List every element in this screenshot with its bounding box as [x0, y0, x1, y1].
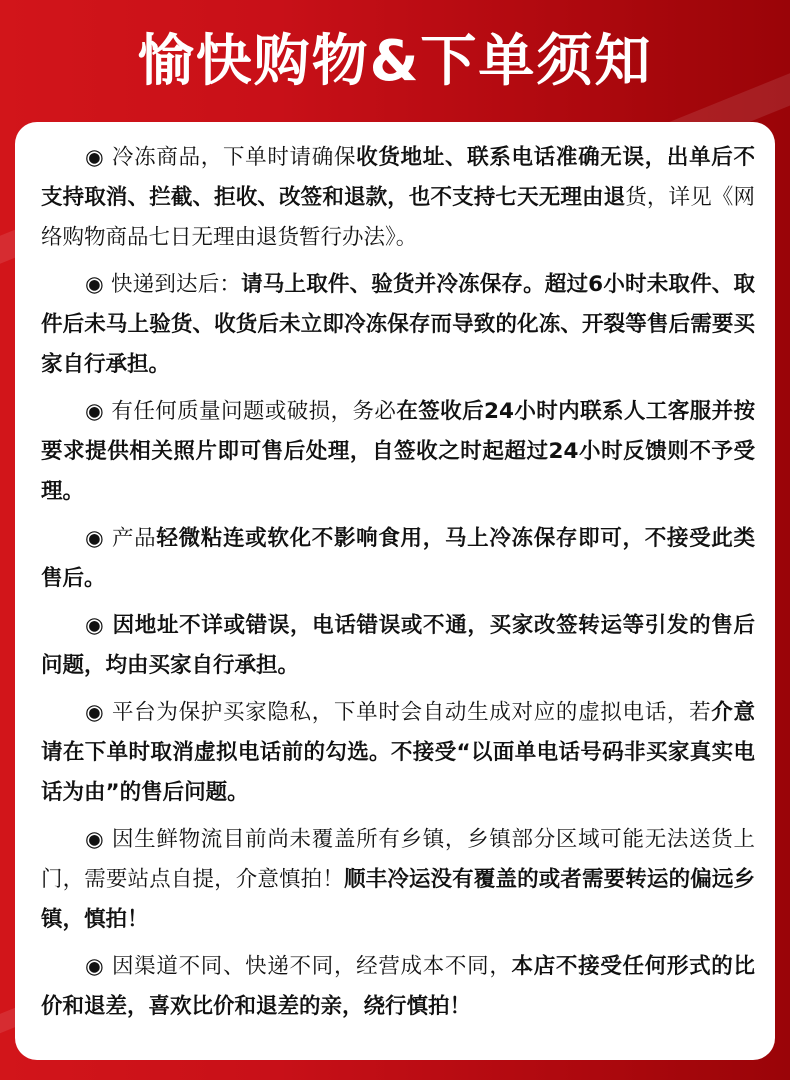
- notice-text: ◉ 因生鲜物流目前尚未覆盖所有乡镇，乡镇部分区域可能无法送货上门，需要站点自提，介意慎拍！: [41, 827, 755, 892]
- notice-emphasis: 在签收后24小时内联系人工客服并按要求提供相关照片即可售后处理，自签收之时起超过24小时反馈则不予受理。: [41, 399, 755, 504]
- notice-emphasis: 介意请在下单时取消虚拟电话前的勾选。不接受“以面单电话号码非买家真实电话为由”的售后问题。: [41, 700, 755, 805]
- notice-item: [41, 138, 755, 258]
- notice-emphasis: 本店不接受任何形式的比价和退差，喜欢比价和退差的亲，绕行慎拍！: [41, 954, 755, 1019]
- notice-item: [41, 392, 755, 512]
- notice-text: ◉ 平台为保护买家隐私，下单时会自动生成对应的虚拟电话，若: [85, 700, 712, 725]
- notice-item: [41, 519, 755, 599]
- notice-emphasis: 请马上取件、验货并冷冻保存。超过6小时未取件、取件后未马上验货、收货后未立即冷冻保存而导致的化冻、开裂等售后需要买家自行承担。: [41, 272, 755, 377]
- page-title: 愉快购物&下单须知: [137, 29, 653, 94]
- notice-text: 货，详见《网络购物商品七日无理由退货暂行办法》。: [41, 185, 755, 250]
- notice-emphasis: 轻微粘连或软化不影响食用，马上冷冻保存即可，不接受此类售后。: [41, 526, 755, 591]
- notice-emphasis: 收货地址、联系电话准确无误，出单后不支持取消、拦截、拒收、改签和退款，也不支持七天无理由退: [41, 145, 755, 210]
- notice-text: ◉ 快递到达后：: [85, 272, 242, 297]
- notice-text: ◉ 因渠道不同、快递不同，经营成本不同，: [85, 954, 512, 979]
- notice-text: ◉ 有任何质量问题或破损，务必: [85, 399, 397, 424]
- notice-text: ◉ 冷冻商品，下单时请确保: [85, 145, 357, 170]
- notice-item: [41, 947, 755, 1027]
- notice-item: [41, 820, 755, 940]
- notice-text: ◉ 产品: [85, 526, 157, 551]
- notice-item: [41, 265, 755, 385]
- notice-item: [41, 693, 755, 813]
- notice-emphasis: 顺丰冷运没有覆盖的或者需要转运的偏远乡镇，慎拍！: [41, 867, 755, 932]
- notice-emphasis: ◉ 因地址不详或错误，电话错误或不通，买家改签转运等引发的售后问题，均由买家自行承担。: [41, 613, 755, 678]
- notice-item: [41, 606, 755, 686]
- notice-card: [15, 122, 775, 1060]
